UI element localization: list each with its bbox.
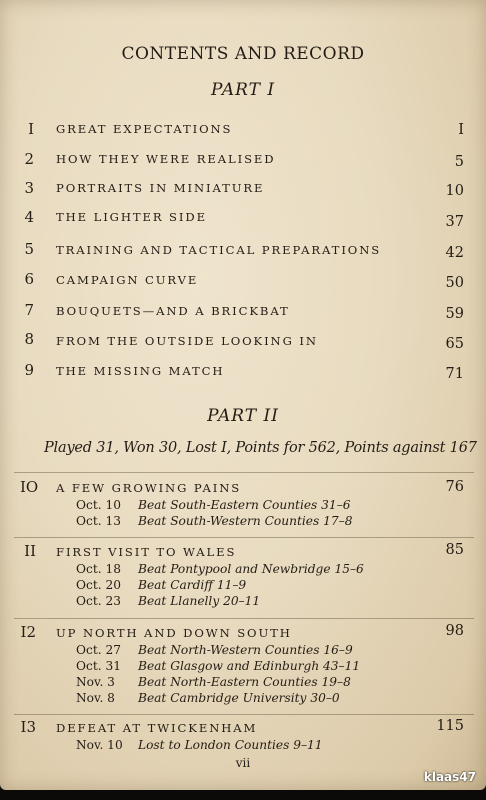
match-result	[76, 578, 246, 592]
match-result	[76, 691, 340, 705]
chapter-title: DEFEAT AT TWICKENHAM	[56, 721, 258, 735]
chapter-number: 7	[24, 301, 34, 319]
match-result	[76, 675, 351, 689]
match-outcome: Lost to London Counties 9–11	[138, 738, 323, 752]
chapter-number: 9	[24, 361, 34, 379]
match-outcome: Beat Cambridge University 30–0	[138, 691, 340, 705]
chapter-page: 42	[445, 245, 464, 261]
chapter-title: FROM THE OUTSIDE LOOKING IN	[56, 334, 318, 348]
chapter-title: CAMPAIGN CURVE	[56, 273, 199, 287]
match-date: Nov. 10	[76, 738, 123, 752]
chapter-page: 115	[436, 718, 464, 734]
chapter-title: HOW THEY WERE REALISED	[56, 152, 276, 166]
match-outcome: Beat Cardiff 11–9	[138, 578, 247, 592]
match-result	[76, 738, 323, 752]
chapter-title: THE LIGHTER SIDE	[56, 210, 207, 224]
section-divider	[14, 472, 474, 473]
match-outcome: Beat Pontypool and Newbridge 15–6	[138, 562, 364, 576]
chapter-page: 85	[445, 542, 464, 558]
match-date: Oct. 18	[76, 562, 121, 576]
chapter-title: A FEW GROWING PAINS	[56, 481, 242, 495]
part-two-heading: PART II	[207, 406, 279, 426]
photo-watermark: klaas47	[423, 770, 476, 784]
match-result	[76, 562, 364, 576]
chapter-page: I	[458, 122, 464, 138]
chapter-page: 71	[445, 366, 464, 382]
chapter-number: 5	[24, 240, 34, 258]
chapter-title: GREAT EXPECTATIONS	[56, 122, 233, 136]
chapter-number: II	[24, 542, 36, 560]
match-date: Oct. 27	[76, 643, 121, 657]
match-date: Oct. 23	[76, 594, 121, 608]
match-date: Oct. 10	[76, 498, 121, 512]
chapter-page: 65	[445, 336, 464, 352]
match-date: Oct. 20	[76, 578, 121, 592]
chapter-title: FIRST VISIT TO WALES	[56, 545, 237, 559]
chapter-title: BOUQUETS—AND A BRICKBAT	[56, 304, 290, 318]
match-result	[76, 643, 353, 657]
season-record: Played 31, Won 30, Lost I, Points for 562, Points against 167	[44, 440, 477, 456]
match-result	[76, 594, 260, 608]
match-outcome: Beat Llanelly 20–11	[138, 594, 261, 608]
match-outcome: Beat South-Western Counties 17–8	[138, 514, 353, 528]
chapter-page: 59	[445, 306, 464, 322]
chapter-number: 8	[24, 330, 34, 348]
chapter-title: PORTRAITS IN MINIATURE	[56, 181, 265, 195]
chapter-page: 50	[445, 275, 464, 291]
match-result	[76, 498, 351, 512]
chapter-number: 6	[24, 270, 34, 288]
match-date: Nov. 3	[76, 675, 115, 689]
match-date: Oct. 31	[76, 659, 121, 673]
chapter-number: 4	[24, 208, 34, 226]
match-outcome: Beat South-Eastern Counties 31–6	[138, 498, 351, 512]
chapter-number: I	[28, 120, 34, 138]
page-folio: vii	[235, 756, 251, 770]
section-divider	[14, 618, 474, 619]
match-result	[76, 659, 360, 673]
section-divider	[14, 537, 474, 538]
section-divider	[14, 714, 474, 715]
chapter-number: I2	[20, 623, 36, 641]
match-date: Oct. 13	[76, 514, 121, 528]
chapter-page: 98	[445, 623, 464, 639]
chapter-page: 37	[445, 214, 464, 230]
chapter-number: 3	[24, 179, 34, 197]
match-outcome: Beat Glasgow and Edinburgh 43–11	[138, 659, 361, 673]
chapter-number: IO	[20, 478, 39, 496]
chapter-page: 76	[445, 479, 464, 495]
chapter-page: 10	[445, 183, 464, 199]
chapter-number: 2	[24, 150, 34, 168]
match-date: Nov. 8	[76, 691, 115, 705]
match-outcome: Beat North-Western Counties 16–9	[138, 643, 353, 657]
part-one-heading: PART I	[210, 80, 276, 100]
chapter-title: UP NORTH AND DOWN SOUTH	[56, 626, 292, 640]
match-outcome: Beat North-Eastern Counties 19–8	[138, 675, 351, 689]
page-title: CONTENTS AND RECORD	[121, 44, 365, 64]
chapter-title: THE MISSING MATCH	[56, 364, 225, 378]
chapter-page: 5	[454, 154, 464, 170]
chapter-title: TRAINING AND TACTICAL PREPARATIONS	[56, 243, 382, 257]
match-result	[76, 514, 352, 528]
chapter-number: I3	[20, 718, 36, 736]
